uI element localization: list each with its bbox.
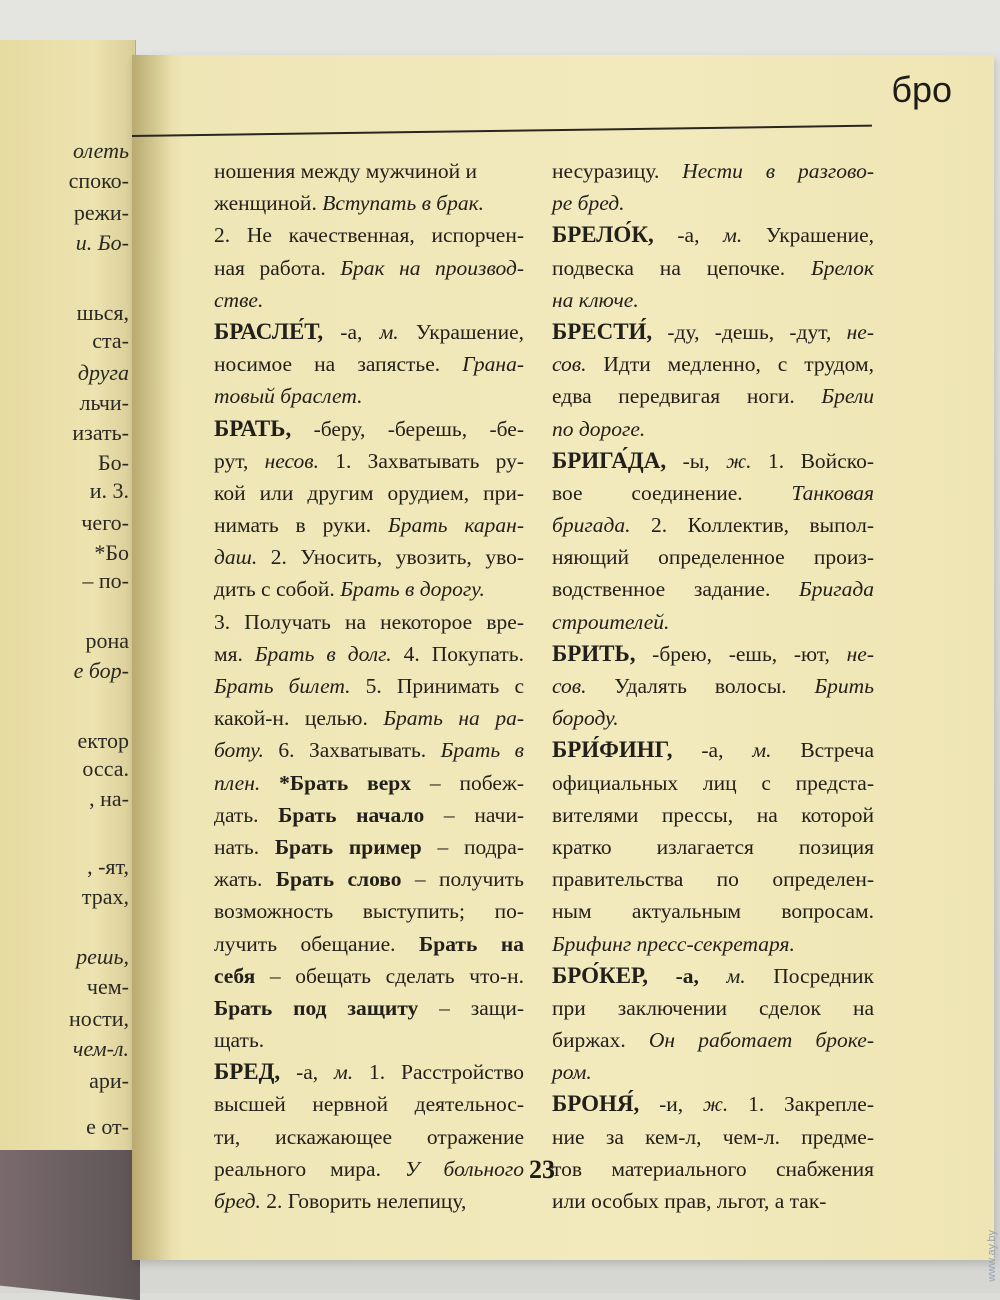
- right-page: [132, 55, 994, 1260]
- text-line: [214, 187, 524, 219]
- text-line: [552, 928, 874, 960]
- definition-text: – защи-: [418, 995, 524, 1020]
- idiom-phrase: Брать на: [419, 931, 524, 956]
- left-page-fragment: решь,: [76, 944, 129, 969]
- text-line: [552, 316, 874, 348]
- definition-text: дить с собой.: [214, 577, 341, 602]
- definition-text: вое соединение.: [552, 480, 792, 505]
- left-page-fragment: е от-: [86, 1114, 129, 1139]
- left-page-fragment: трах,: [81, 884, 129, 909]
- definition-text: нать.: [214, 834, 275, 859]
- definition-text: 4. Покупать.: [391, 641, 524, 666]
- text-line: [552, 895, 874, 927]
- text-line: [552, 252, 874, 284]
- text-line: [552, 509, 874, 541]
- left-page-fragment: ности,: [69, 1006, 129, 1031]
- text-line: [214, 1024, 524, 1056]
- left-page-fragment: чего-: [81, 510, 129, 535]
- column-right: [552, 155, 874, 1217]
- headword: БРАСЛЕ́Т,: [214, 318, 324, 344]
- example-text: бригада.: [552, 513, 631, 538]
- definition-text: -а,: [280, 1060, 335, 1085]
- text-line: [214, 992, 524, 1024]
- text-line: [214, 316, 524, 348]
- left-page-fragment: изать-: [72, 420, 129, 445]
- idiom-phrase: *Брать верх: [279, 770, 411, 795]
- left-page-fragment: *Бо: [94, 540, 129, 565]
- text-line: [552, 1153, 874, 1185]
- example-text: Брели: [821, 384, 874, 409]
- definition-text: 1. Войско-: [751, 448, 874, 473]
- definition-text: рут,: [214, 448, 265, 473]
- text-line: [214, 445, 524, 477]
- text-line: [214, 477, 524, 509]
- definition-text: 1. Закрепле-: [728, 1092, 874, 1117]
- text-line: [552, 219, 874, 251]
- left-page-fragment: ари-: [89, 1068, 129, 1093]
- text-line: [214, 252, 524, 284]
- definition-text: реального мира.: [214, 1156, 406, 1181]
- example-text: Брелок: [811, 255, 874, 280]
- definition-text: кратко излагается позиция: [552, 834, 874, 859]
- text-line: [552, 1088, 874, 1120]
- example-text: Брать в долг.: [254, 641, 392, 666]
- example-text: Бригада: [799, 577, 874, 602]
- idiom-phrase: Брать слово: [275, 867, 402, 892]
- text-line: [552, 702, 874, 734]
- definition-text: – подра-: [421, 834, 524, 859]
- header-rule: [132, 125, 872, 137]
- text-line: [214, 734, 524, 766]
- definition-text: какой-н. целью.: [214, 706, 384, 731]
- text-line: [552, 606, 874, 638]
- example-text: по дороге.: [552, 416, 646, 441]
- example-text: м.: [334, 1060, 354, 1085]
- text-line: [214, 284, 524, 316]
- definition-text: Идти медленно, с трудом,: [586, 352, 874, 377]
- text-line: [552, 155, 874, 187]
- example-text: плен.: [214, 770, 261, 795]
- definition-text: – получить: [401, 867, 524, 892]
- left-page-fragment: осса.: [82, 756, 129, 781]
- headword: БРАТЬ,: [214, 415, 292, 441]
- definition-text: [260, 771, 279, 795]
- headword: БРОНЯ́,: [552, 1091, 640, 1117]
- text-line: [214, 831, 524, 863]
- definition-text: подвеска на цепочке.: [552, 255, 812, 280]
- column-left: [214, 155, 524, 1217]
- text-line: [214, 799, 524, 831]
- definition-text: водственное задание.: [552, 577, 800, 602]
- idiom-phrase: Брать пример: [274, 834, 422, 859]
- example-text: несов.: [264, 448, 319, 473]
- text-line: [552, 992, 874, 1024]
- left-page: [0, 40, 136, 1150]
- text-line: [552, 284, 874, 316]
- example-text: ж.: [702, 1092, 729, 1117]
- definition-text: мя.: [214, 641, 255, 666]
- example-text: сов.: [552, 674, 587, 698]
- example-text: ром.: [552, 1060, 592, 1085]
- text-line: [552, 799, 874, 831]
- definition-text: -брею, -ешь, -ют,: [635, 641, 847, 666]
- example-text: не-: [846, 319, 874, 344]
- headword: БРЕЛО́К,: [552, 222, 654, 248]
- example-text: м.: [379, 319, 399, 344]
- example-text: Брать на ра-: [383, 706, 524, 731]
- definition-text: Украшение,: [742, 223, 874, 248]
- text-line: [214, 702, 524, 734]
- left-page-fragment: ектор: [77, 728, 129, 753]
- definition-text: -и,: [639, 1092, 703, 1117]
- text-line: [214, 1185, 524, 1217]
- headword: БРО́КЕР,: [552, 962, 648, 988]
- definition-text: [648, 964, 676, 988]
- example-text: строителей.: [552, 609, 670, 634]
- definition-text: -беру, -берешь, -бе-: [291, 416, 524, 441]
- text-line: [552, 670, 874, 702]
- example-text: Брать билет.: [214, 674, 351, 698]
- definition-text: высшей нервной деятельнос-: [214, 1092, 524, 1117]
- example-text: товый браслет.: [214, 384, 363, 409]
- left-page-fragment: друга: [77, 360, 129, 385]
- definition-text: -а,: [323, 319, 380, 344]
- definition-text: несуразицу.: [552, 159, 683, 183]
- definition-text: нимать в руки.: [214, 513, 389, 538]
- text-line: [214, 413, 524, 445]
- idiom-phrase: Брать начало: [278, 802, 425, 827]
- example-text: на ключе.: [552, 287, 639, 312]
- text-line: [214, 380, 524, 412]
- example-text: Брить: [814, 674, 874, 698]
- definition-text: Удалять волосы.: [586, 674, 815, 698]
- definition-text: Украшение,: [398, 319, 524, 344]
- definition-text: дать.: [214, 802, 279, 827]
- left-page-fragment: чем-л.: [72, 1036, 129, 1061]
- example-text: Он работает броке-: [648, 1028, 875, 1053]
- example-text: стве.: [214, 287, 264, 312]
- text-line: [552, 767, 874, 799]
- left-page-fragment: – по-: [82, 568, 129, 593]
- definition-text: – побеж-: [410, 770, 524, 795]
- text-line: [552, 638, 874, 670]
- definition-text: щать.: [214, 1028, 265, 1053]
- left-page-fragment: льчи-: [79, 390, 129, 415]
- example-text: м.: [723, 223, 743, 248]
- watermark: www.ay.by: [986, 1230, 998, 1282]
- left-page-fragment: е бор-: [73, 658, 129, 683]
- text-line: [214, 606, 524, 638]
- example-text: Брать в: [440, 738, 524, 763]
- left-page-fragment: и. Бо-: [75, 230, 129, 255]
- definition-text: 1. Захватывать ру-: [319, 448, 524, 473]
- definition-text: ти, искажающее отражение: [214, 1124, 524, 1149]
- text-line: [552, 1024, 874, 1056]
- left-page-fragment: и. 3.: [89, 478, 129, 503]
- text-line: [552, 187, 874, 219]
- left-page-fragment: рона: [85, 628, 129, 653]
- example-text: м.: [752, 738, 772, 763]
- definition-text: [699, 964, 727, 988]
- definition-text: 2. Уносить, увозить, уво-: [257, 545, 524, 570]
- example-text: Брифинг пресс-секретаря.: [552, 931, 795, 956]
- headword: БРЕСТИ́,: [552, 318, 653, 344]
- text-line: [552, 734, 874, 766]
- definition-text: 2. Коллектив, выпол-: [630, 513, 874, 538]
- text-line: [214, 928, 524, 960]
- definition-text: 1. Расстройство: [353, 1060, 524, 1085]
- example-text: Брак на производ-: [340, 255, 524, 280]
- headword: БРИГА́ДА,: [552, 447, 667, 473]
- page-number: 23: [529, 1155, 555, 1184]
- example-text: не-: [846, 641, 874, 666]
- example-text: Грана-: [462, 352, 524, 377]
- example-text: бред.: [214, 1189, 261, 1213]
- text-line: [552, 831, 874, 863]
- definition-text: -ду, -дешь, -дут,: [652, 319, 847, 344]
- left-page-fragment: олеть: [73, 138, 129, 163]
- definition-text: лучить обещание.: [214, 931, 420, 956]
- definition-text: или особых прав, льгот, а так-: [552, 1189, 827, 1213]
- headword: БРИТЬ,: [552, 640, 636, 666]
- text-line: [552, 477, 874, 509]
- text-line: [552, 380, 874, 412]
- left-page-fragment: Бо-: [98, 450, 129, 475]
- text-line: [552, 1121, 874, 1153]
- text-line: [552, 413, 874, 445]
- definition-text: тов материального снабжения: [552, 1156, 874, 1181]
- text-line: [552, 541, 874, 573]
- example-text: ж.: [726, 448, 752, 473]
- text-line: [214, 1121, 524, 1153]
- definition-text: женщиной.: [214, 191, 323, 216]
- left-page-fragment: ста-: [92, 328, 129, 353]
- definition-text: -ы,: [666, 448, 727, 473]
- text-line: [552, 348, 874, 380]
- text-line: [214, 895, 524, 927]
- definition-text: – начи-: [424, 802, 524, 827]
- definition-text: 5. Принимать с: [350, 674, 524, 698]
- definition-text: няющий определенное произ-: [552, 545, 874, 570]
- definition-text: Посредник: [745, 963, 874, 988]
- text-line: [214, 541, 524, 573]
- left-page-fragment: , на-: [89, 786, 129, 811]
- text-line: [214, 219, 524, 251]
- definition-text: 6. Захватывать.: [263, 738, 441, 763]
- left-page-fragment: режи-: [73, 200, 129, 225]
- text-line: [552, 573, 874, 605]
- idiom-phrase: -а,: [675, 963, 699, 988]
- example-text: У больного: [405, 1156, 524, 1181]
- definition-text: жать.: [214, 867, 276, 892]
- definition-text: 2. Говорить нелепицу,: [260, 1189, 467, 1213]
- example-text: м.: [726, 963, 746, 988]
- definition-text: ным актуальным вопросам.: [552, 899, 874, 924]
- example-text: даш.: [214, 545, 258, 570]
- definition-text: 3. Получать на некоторое вре-: [214, 609, 524, 634]
- text-line: [552, 1056, 874, 1088]
- example-text: Брать каран-: [388, 513, 524, 538]
- definition-text: возможность выступить; по-: [214, 899, 524, 924]
- text-line: [214, 348, 524, 380]
- guide-word: бро: [891, 69, 952, 110]
- definition-text: вителями прессы, на которой: [552, 802, 874, 827]
- text-line: [214, 638, 524, 670]
- text-line: [552, 1185, 874, 1217]
- definition-text: при заключении сделок на: [552, 995, 874, 1020]
- example-text: сов.: [552, 352, 587, 377]
- definition-text: 2. Не качественная, испорчен-: [214, 223, 524, 248]
- text-line: [214, 1056, 524, 1088]
- definition-text: -а,: [672, 738, 753, 763]
- definition-text: ние за кем-л, чем-л. предме-: [552, 1124, 874, 1149]
- headword: БРИ́ФИНГ,: [552, 737, 673, 763]
- example-text: бороду.: [552, 706, 619, 731]
- left-page-fragment: шься,: [76, 300, 129, 325]
- definition-text: кой или другим орудием, при-: [214, 480, 524, 505]
- left-page-fragment: , -ят,: [87, 854, 129, 879]
- definition-text: Встреча: [771, 738, 874, 763]
- text-line: [214, 670, 524, 702]
- idiom-phrase: Брать под защиту: [214, 995, 419, 1020]
- gutter-shadow: [132, 55, 172, 1260]
- headword: БРЕД,: [214, 1059, 281, 1085]
- definition-text: биржах.: [552, 1028, 649, 1053]
- example-text: ре бред.: [552, 191, 625, 216]
- example-text: Вступать в брак.: [322, 191, 485, 216]
- definition-text: – обещать сделать что-н.: [255, 963, 524, 988]
- example-text: боту.: [214, 738, 264, 763]
- left-page-fragment: споко-: [68, 168, 129, 193]
- idiom-phrase: себя: [214, 963, 256, 988]
- definition-text: правительства по определен-: [552, 867, 874, 892]
- text-line: [214, 1153, 524, 1185]
- text-line: [552, 960, 874, 992]
- text-line: [552, 863, 874, 895]
- text-line: [552, 445, 874, 477]
- text-line: [214, 573, 524, 605]
- definition-text: носимое на запястье.: [214, 352, 463, 377]
- left-page-fragment: чем-: [86, 974, 129, 999]
- definition-text: -а,: [653, 223, 724, 248]
- definition-text: едва передвигая ноги.: [552, 384, 822, 409]
- example-text: Брать в дорогу.: [340, 577, 485, 602]
- text-line: [214, 960, 524, 992]
- text-line: [214, 767, 524, 799]
- example-text: Танковая: [791, 480, 874, 505]
- definition-text: ношения между мужчиной и: [214, 159, 478, 183]
- text-line: [214, 1088, 524, 1120]
- text-line: [214, 509, 524, 541]
- definition-text: ная работа.: [214, 255, 341, 280]
- text-line: [214, 863, 524, 895]
- example-text: Нести в разгово-: [682, 159, 874, 183]
- text-line: [214, 155, 524, 187]
- definition-text: официальных лиц с предста-: [552, 770, 874, 795]
